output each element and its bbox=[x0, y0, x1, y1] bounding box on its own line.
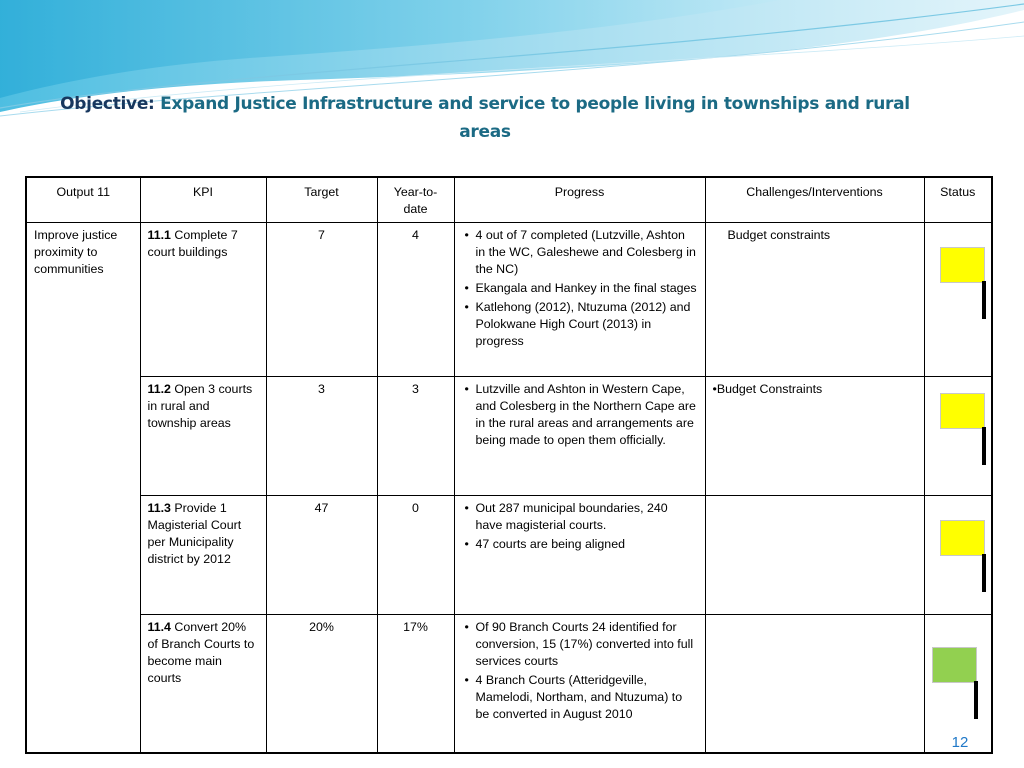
kpi-text: Provide 1 Magisterial Court per Municipality district by 2012 bbox=[147, 501, 242, 566]
kpi-number: 11.2 bbox=[147, 382, 171, 396]
output-label: Improve justice proximity to communities bbox=[26, 223, 140, 753]
kpi-cell bbox=[140, 615, 266, 753]
challenges-cell: •Budget Constraints bbox=[705, 377, 924, 496]
progress-list bbox=[462, 619, 698, 723]
progress-item: • 47 courts are being aligned bbox=[476, 536, 698, 553]
title-text: Expand Justice Infrastructure and service to people living in townships and rural areas bbox=[154, 94, 910, 142]
progress-list bbox=[462, 381, 698, 449]
table-row bbox=[26, 615, 992, 753]
ytd-cell: 3 bbox=[377, 377, 454, 496]
kpi-cell bbox=[140, 223, 266, 377]
progress-item: • 4 Branch Courts (Atteridgeville, Mamelodi, Northam, and Ntuzuma) to be converted in August 2010 bbox=[476, 672, 698, 723]
kpi-table bbox=[25, 176, 993, 754]
progress-cell bbox=[454, 615, 705, 753]
progress-cell bbox=[454, 223, 705, 377]
target-cell: 47 bbox=[266, 496, 377, 615]
kpi-number: 11.4 bbox=[147, 620, 171, 634]
status-cell bbox=[924, 377, 992, 496]
status-cell bbox=[924, 223, 992, 377]
header-kpi: KPI bbox=[140, 177, 266, 223]
progress-item: • Katlehong (2012), Ntuzuma (2012) and Polokwane High Court (2013) in progress bbox=[476, 299, 698, 350]
table-header-row bbox=[26, 177, 992, 223]
progress-item: • Lutzville and Ashton in Western Cape, and Colesberg in the Northern Cape are in the rural areas and arrangements are being made to open them officially. bbox=[476, 381, 698, 449]
kpi-text: Open 3 courts in rural and township areas bbox=[147, 382, 253, 430]
target-cell: 3 bbox=[266, 377, 377, 496]
progress-list bbox=[462, 227, 698, 350]
ytd-cell: 0 bbox=[377, 496, 454, 615]
flag-pole bbox=[982, 554, 986, 592]
flag-banner bbox=[932, 647, 977, 683]
header-target: Target bbox=[266, 177, 377, 223]
kpi-cell bbox=[140, 496, 266, 615]
kpi-number: 11.3 bbox=[147, 501, 171, 515]
ytd-cell: 17% bbox=[377, 615, 454, 753]
flag-pole bbox=[974, 681, 978, 719]
progress-item: • 4 out of 7 completed (Lutzville, Ashton in the WC, Galeshewe and Colesberg in the NC) bbox=[476, 227, 698, 278]
status-cell bbox=[924, 496, 992, 615]
progress-cell bbox=[454, 377, 705, 496]
kpi-text: Complete 7 court buildings bbox=[147, 228, 238, 259]
flag-banner bbox=[940, 247, 985, 283]
header-output: Output 11 bbox=[26, 177, 140, 223]
page-number: 12 bbox=[951, 734, 969, 751]
challenges-cell: Budget constraints bbox=[705, 223, 924, 377]
status-cell bbox=[924, 615, 992, 753]
table-row bbox=[26, 496, 992, 615]
progress-cell bbox=[454, 496, 705, 615]
table-row bbox=[26, 377, 992, 496]
progress-item: • Of 90 Branch Courts 24 identified for conversion, 15 (17%) converted into full services courts bbox=[476, 619, 698, 670]
slide-title bbox=[60, 90, 910, 146]
kpi-number: 11.1 bbox=[147, 228, 171, 242]
flag-pole bbox=[982, 427, 986, 465]
challenges-cell bbox=[705, 496, 924, 615]
kpi-text: Convert 20% of Branch Courts to become main courts bbox=[147, 620, 255, 685]
ytd-cell: 4 bbox=[377, 223, 454, 377]
progress-list bbox=[462, 500, 698, 553]
kpi-cell bbox=[140, 377, 266, 496]
progress-item: • Ekangala and Hankey in the final stages bbox=[476, 280, 698, 297]
flag-banner bbox=[940, 520, 985, 556]
flag-banner bbox=[940, 393, 985, 429]
table-row bbox=[26, 223, 992, 377]
header-year-to-date: Year-to-date bbox=[377, 177, 454, 223]
progress-item: • Out 287 municipal boundaries, 240 have magisterial courts. bbox=[476, 500, 698, 534]
flag-pole bbox=[982, 281, 986, 319]
header-progress: Progress bbox=[454, 177, 705, 223]
header-challenges: Challenges/Interventions bbox=[705, 177, 924, 223]
header-status: Status bbox=[924, 177, 992, 223]
target-cell: 20% bbox=[266, 615, 377, 753]
title-prefix: Objective: bbox=[60, 94, 155, 114]
target-cell: 7 bbox=[266, 223, 377, 377]
challenges-cell bbox=[705, 615, 924, 753]
